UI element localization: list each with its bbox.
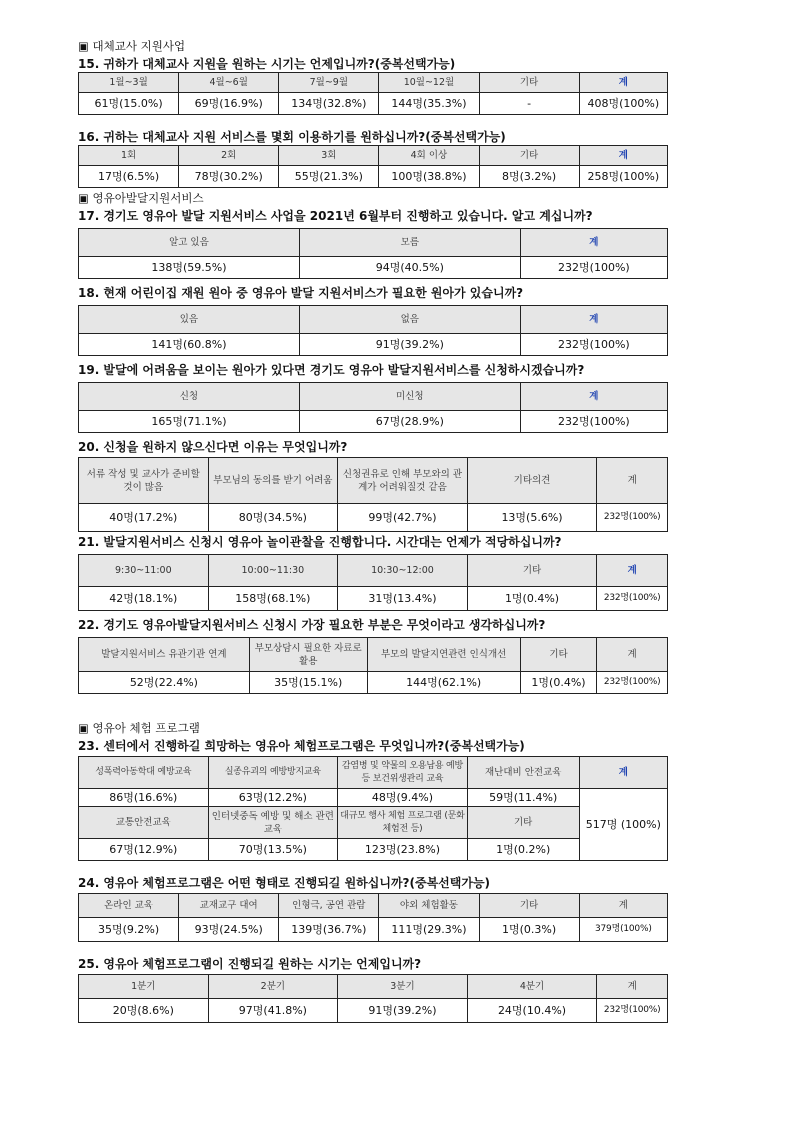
table-header: 인터넷중독 예방 및 해소 관련 교육 (208, 807, 338, 839)
question-19-table (78, 382, 668, 433)
question-21-title: 21. 발달지원서비스 신청시 영유아 놀이관찰을 진행합니다. 시간대는 언제가 적당하십니까? (78, 535, 562, 549)
table-cell: 99명(42.7%) (338, 504, 468, 532)
question-15-table (78, 72, 668, 115)
question-16-title: 16. 귀하는 대체교사 지원 서비스를 몇회 이용하기를 원하십니까?(중복선택가능) (78, 130, 506, 144)
table-header: 재난대비 안전교육 (467, 757, 579, 789)
table-cell: 67명(28.9%) (299, 411, 520, 433)
question-23-table (78, 756, 668, 861)
table-cell: 70명(13.5%) (208, 839, 338, 861)
table-cell: 91명(39.2%) (338, 999, 468, 1023)
section-experience-program: ▣ 영유아 체험 프로그램 (78, 721, 200, 735)
table-cell: 1명(0.2%) (467, 839, 579, 861)
question-24-table (78, 893, 668, 942)
table-cell: 1명(0.3%) (479, 918, 579, 942)
table-cell-total: 232명(100%) (597, 999, 668, 1023)
table-header-total: 계 (597, 458, 668, 504)
survey-page (78, 36, 668, 1023)
table-cell: 78명(30.2%) (179, 166, 279, 188)
table-cell: 134명(32.8%) (279, 93, 379, 115)
question-25-table (78, 974, 668, 1023)
table-cell-total: 379명(100%) (579, 918, 667, 942)
question-24-title: 24. 영유아 체험프로그램은 어떤 형태로 진행되길 원하십니까?(중복선택가능) (78, 876, 491, 890)
table-cell: 20명(8.6%) (79, 999, 209, 1023)
table-cell-total: 258명(100%) (579, 166, 667, 188)
table-cell: 138명(59.5%) (79, 257, 300, 279)
question-20-title: 20. 신청을 원하지 않으신다면 이유는 무엇입니까? (78, 440, 348, 454)
table-cell-total: 232명(100%) (597, 672, 668, 694)
table-header: 기타의견 (467, 458, 597, 504)
table-cell: 1명(0.4%) (467, 587, 597, 611)
table-header: 기타 (479, 894, 579, 918)
table-cell: 86명(16.6%) (79, 789, 209, 807)
table-cell: 35명(9.2%) (79, 918, 179, 942)
table-header: 4회 이상 (379, 146, 479, 166)
table-cell: 93명(24.5%) (179, 918, 279, 942)
table-header-total: 계 (520, 229, 667, 257)
table-header-total: 계 (579, 146, 667, 166)
table-header: 서류 작성 및 교사가 준비할 것이 많음 (79, 458, 209, 504)
table-cell: 100명(38.8%) (379, 166, 479, 188)
table-header: 신청 (79, 383, 300, 411)
question-16-table (78, 145, 668, 188)
table-cell: 91명(39.2%) (299, 334, 520, 356)
table-header-total: 계 (597, 975, 668, 999)
table-cell-total: 232명(100%) (520, 411, 667, 433)
table-cell: 139명(36.7%) (279, 918, 379, 942)
table-cell: 67명(12.9%) (79, 839, 209, 861)
table-cell: 13명(5.6%) (467, 504, 597, 532)
table-header: 발달지원서비스 유관기관 연계 (79, 638, 250, 672)
table-header: 1월~3월 (79, 73, 179, 93)
table-header: 부모의 발달지연관련 인식개선 (367, 638, 520, 672)
table-header: 없음 (299, 306, 520, 334)
table-cell: 94명(40.5%) (299, 257, 520, 279)
table-cell: 1명(0.4%) (520, 672, 597, 694)
table-cell: 55명(21.3%) (279, 166, 379, 188)
table-header: 기타 (520, 638, 597, 672)
section-development-support: ▣ 영유아발달지원서비스 (78, 191, 204, 205)
table-header: 온라인 교육 (79, 894, 179, 918)
question-23-title: 23. 센터에서 진행하길 희망하는 영유아 체험프로그램은 무엇입니까?(중복선택가능) (78, 739, 525, 753)
table-header: 부모님의 동의를 받기 어려움 (208, 458, 338, 504)
question-17-title: 17. 경기도 영유아 발달 지원서비스 사업을 2021년 6월부터 진행하고 있습니다. 알고 계십니까? (78, 209, 593, 223)
table-header: 신청권유로 인해 부모와의 관계가 어려워질것 같음 (338, 458, 468, 504)
table-cell: 59명(11.4%) (467, 789, 579, 807)
table-cell: 97명(41.8%) (208, 999, 338, 1023)
question-17-table (78, 228, 668, 279)
table-header: 1분기 (79, 975, 209, 999)
table-header: 9:30~11:00 (79, 555, 209, 587)
table-cell: 24명(10.4%) (467, 999, 597, 1023)
table-header: 4분기 (467, 975, 597, 999)
table-cell: 52명(22.4%) (79, 672, 250, 694)
table-header: 알고 있음 (79, 229, 300, 257)
question-22-table (78, 637, 668, 694)
table-header-total: 계 (520, 306, 667, 334)
table-cell: 40명(17.2%) (79, 504, 209, 532)
table-cell: 144명(62.1%) (367, 672, 520, 694)
table-header-total: 계 (597, 638, 668, 672)
table-cell: 48명(9.4%) (338, 789, 468, 807)
table-header: 모름 (299, 229, 520, 257)
table-header: 부모상담시 필요한 자료로 활용 (249, 638, 367, 672)
table-header: 대규모 행사 체험 프로그램 (문화체험전 등) (338, 807, 468, 839)
table-header: 1회 (79, 146, 179, 166)
table-cell-total: 232명(100%) (520, 257, 667, 279)
table-header: 10월~12월 (379, 73, 479, 93)
table-header: 2회 (179, 146, 279, 166)
table-header: 교통안전교육 (79, 807, 209, 839)
question-18-table (78, 305, 668, 356)
table-cell: 61명(15.0%) (79, 93, 179, 115)
table-header-total: 계 (597, 555, 668, 587)
table-header: 10:00~11:30 (208, 555, 338, 587)
table-cell-total: 232명(100%) (520, 334, 667, 356)
table-cell: 8명(3.2%) (479, 166, 579, 188)
table-cell: 80명(34.5%) (208, 504, 338, 532)
table-cell: 111명(29.3%) (379, 918, 479, 942)
table-header: 야외 체험활동 (379, 894, 479, 918)
table-header: 4월~6월 (179, 73, 279, 93)
table-cell: 17명(6.5%) (79, 166, 179, 188)
table-cell: 35명(15.1%) (249, 672, 367, 694)
table-header: 기타 (479, 146, 579, 166)
table-cell: 42명(18.1%) (79, 587, 209, 611)
table-header: 있음 (79, 306, 300, 334)
section-substitute-teacher: ▣ 대체교사 지원사업 (78, 39, 186, 53)
table-header: 인형극, 공연 관람 (279, 894, 379, 918)
question-19-title: 19. 발달에 어려움을 보이는 원아가 있다면 경기도 영유아 발달지원서비스를 신청하시겠습니까? (78, 363, 585, 377)
table-header: 감염병 및 약물의 오용남용 예방 등 보건위생관리 교육 (338, 757, 468, 789)
table-header: 10:30~12:00 (338, 555, 468, 587)
table-header: 기타 (467, 555, 597, 587)
question-15-title: 15. 귀하가 대체교사 지원을 원하는 시기는 언제입니까?(중복선택가능) (78, 57, 456, 71)
table-cell: 158명(68.1%) (208, 587, 338, 611)
table-cell: 165명(71.1%) (79, 411, 300, 433)
question-21-table (78, 554, 668, 611)
table-cell-total: 517명 (100%) (579, 789, 667, 861)
table-header: 성폭력아동학대 예방교육 (79, 757, 209, 789)
table-cell: 141명(60.8%) (79, 334, 300, 356)
table-cell-total: 232명(100%) (597, 587, 668, 611)
table-header: 3분기 (338, 975, 468, 999)
table-header: 실종유괴의 예방방지교육 (208, 757, 338, 789)
table-header: 기타 (467, 807, 579, 839)
table-header-total: 계 (520, 383, 667, 411)
table-header: 2분기 (208, 975, 338, 999)
table-header: 3회 (279, 146, 379, 166)
table-header: 7월~9월 (279, 73, 379, 93)
question-22-title: 22. 경기도 영유아발달지원서비스 신청시 가장 필요한 부분은 무엇이라고 생각하십니까? (78, 618, 546, 632)
table-cell-total: 408명(100%) (579, 93, 667, 115)
table-header: 미신청 (299, 383, 520, 411)
table-cell: 144명(35.3%) (379, 93, 479, 115)
question-18-title: 18. 현재 어린이집 재원 원아 중 영유아 발달 지원서비스가 필요한 원아가 있습니까? (78, 286, 524, 300)
table-cell: 63명(12.2%) (208, 789, 338, 807)
table-header: 교재교구 대여 (179, 894, 279, 918)
table-header: 기타 (479, 73, 579, 93)
table-header-total: 계 (579, 757, 667, 789)
table-header-total: 계 (579, 894, 667, 918)
table-cell: - (479, 93, 579, 115)
question-20-table (78, 457, 668, 532)
table-cell: 31명(13.4%) (338, 587, 468, 611)
table-cell: 123명(23.8%) (338, 839, 468, 861)
table-cell: 69명(16.9%) (179, 93, 279, 115)
question-25-title: 25. 영유아 체험프로그램이 진행되길 원하는 시기는 언제입니까? (78, 957, 422, 971)
table-cell-total: 232명(100%) (597, 504, 668, 532)
table-header-total: 계 (579, 73, 667, 93)
